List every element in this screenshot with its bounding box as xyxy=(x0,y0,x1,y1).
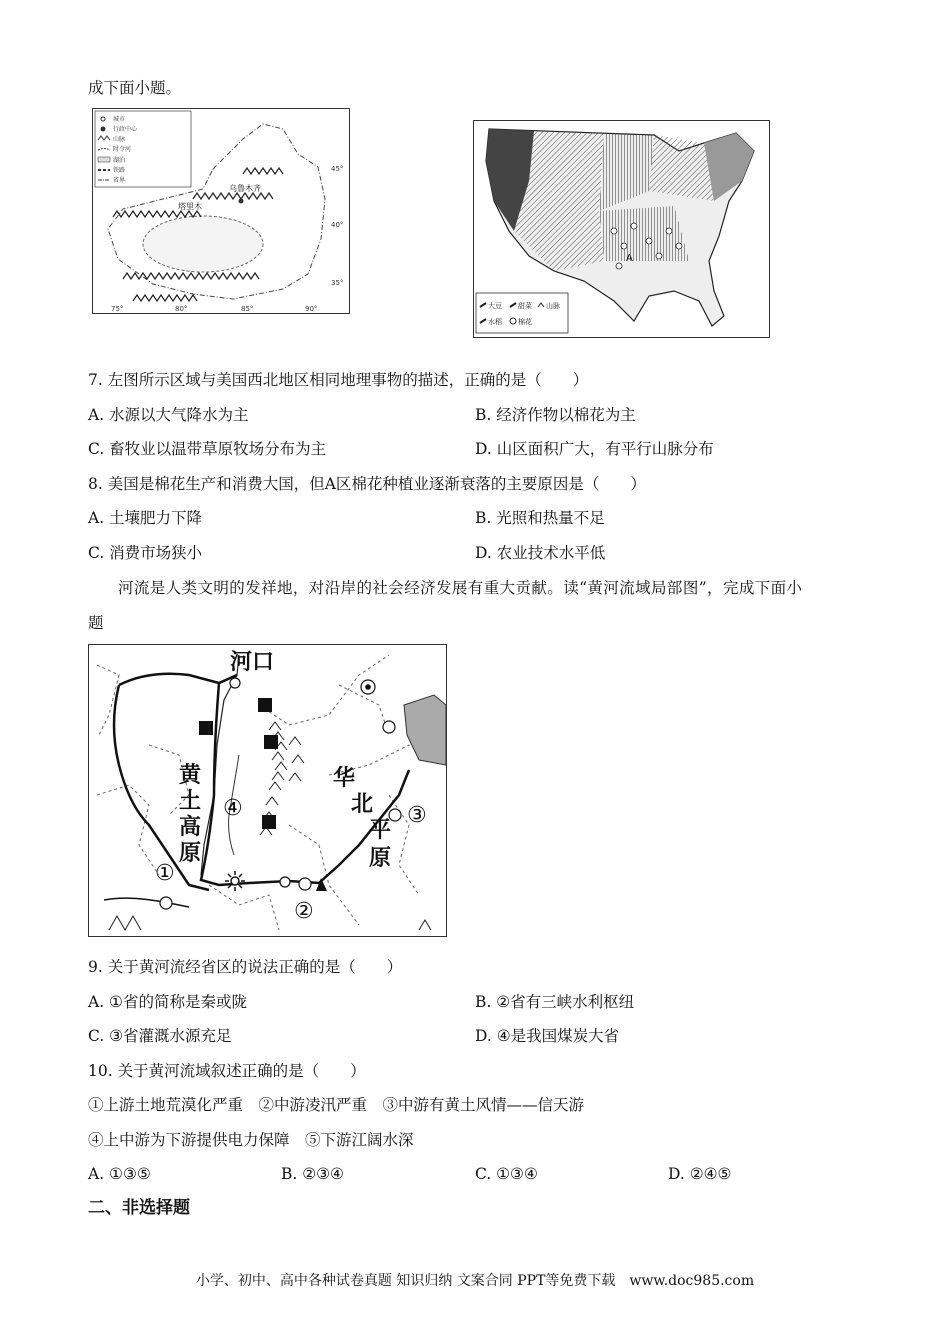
q9-option-c: C. ③省灌溉水源充足 xyxy=(88,1027,232,1045)
coal-marker-4 xyxy=(262,815,276,829)
q7-option-c: C. 畜牧业以温带草原牧场分布为主 xyxy=(88,440,327,458)
city-marker-river1 xyxy=(280,877,290,887)
q9-option-d: D. ④是我国煤炭大省 xyxy=(475,1027,620,1045)
legend-capital: 行政中心 xyxy=(113,126,138,133)
yellow-river-map-figure xyxy=(89,645,446,936)
passage-line1: 河流是人类文明的发祥地，对沿岸的社会经济发展有重大贡献。读“黄河流域局部图”，完成下面小 xyxy=(118,579,803,597)
label-n2: ② xyxy=(294,899,314,924)
plain-char-3: 平 xyxy=(369,818,392,843)
plain-char-2: 北 xyxy=(351,792,374,817)
city-marker-1 xyxy=(160,897,172,909)
coal-marker-2 xyxy=(258,698,272,712)
q8-stem: 8. 美国是棉花生产和消费大国，但A区棉花种植业逐渐衰落的主要原因是（ ） xyxy=(88,475,646,493)
xinjiang-map-figure xyxy=(93,109,349,313)
loess-char-2: 土 xyxy=(179,789,202,814)
lon-85: 85° xyxy=(241,305,254,313)
loess-char-3: 高 xyxy=(179,815,202,840)
legend-soybean: 大豆 xyxy=(488,302,502,310)
legend-seasonal-river: 时令河 xyxy=(113,146,132,153)
hekou-label: 河口 xyxy=(230,650,275,675)
dam-icon xyxy=(316,878,327,891)
q7-option-b: B. 经济作物以棉花为主 xyxy=(475,406,636,424)
urumqi-label: 乌鲁木齐 xyxy=(229,184,261,193)
legend-province-border: 省界 xyxy=(113,177,126,184)
legend-cotton: 棉花 xyxy=(518,318,532,326)
legend-rice: 水稻 xyxy=(488,318,502,326)
q8-option-c: C. 消费市场狭小 xyxy=(88,544,203,562)
q8-option-d: D. 农业技术水平低 xyxy=(475,544,606,562)
q10-option-b: B. ②③④ xyxy=(281,1165,344,1183)
coal-marker-1 xyxy=(199,721,213,735)
city-marker-east xyxy=(383,721,395,733)
lon-90: 90° xyxy=(305,305,318,313)
legend-mountain: 山脉 xyxy=(113,136,126,143)
page-footer: 小学、初中、高中各种试卷真题 知识归纳 文案合同 PPT等免费下载 www.doc985.com xyxy=(195,1273,755,1289)
q9-option-b: B. ②省有三峡水利枢纽 xyxy=(475,993,635,1011)
lat-35: 35° xyxy=(331,279,344,287)
legend-sugarbeet: 甜菜 xyxy=(518,302,532,310)
q10-statements-1: ①上游土地荒漠化严重 ②中游凌汛严重 ③中游有黄土风情——信天游 xyxy=(88,1096,585,1114)
urumqi-marker xyxy=(239,199,244,204)
legend-mountain2: 山脉 xyxy=(546,302,560,310)
q10-option-d: D. ②④⑤ xyxy=(668,1165,732,1183)
xinjiang-map xyxy=(92,108,350,314)
usa-agriculture-map xyxy=(473,120,770,338)
loess-char-1: 黄 xyxy=(179,763,202,788)
q10-option-a: A. ①③⑤ xyxy=(88,1165,151,1183)
coal-marker-3 xyxy=(264,735,278,749)
power-station-icon xyxy=(225,871,245,891)
label-n1: ① xyxy=(155,861,175,886)
passage-line2: 题 xyxy=(88,614,104,632)
q8-option-a: A. 土壤肥力下降 xyxy=(88,509,203,527)
legend-lake: 湖泊 xyxy=(113,157,126,164)
label-n4: ④ xyxy=(223,796,243,821)
lat-45: 45° xyxy=(331,165,344,173)
region-a-label: A xyxy=(626,253,633,264)
city-marker-2 xyxy=(299,878,311,890)
q7-option-a: A. 水源以大气降水为主 xyxy=(88,406,249,424)
lat-40: 40° xyxy=(331,221,344,229)
plain-char-4: 原 xyxy=(369,846,392,871)
lon-80: 80° xyxy=(175,305,188,313)
loess-char-4: 原 xyxy=(179,841,202,866)
q10-stem: 10. 关于黄河流域叙述正确的是（ ） xyxy=(88,1062,366,1080)
q7-option-d: D. 山区面积广大，有平行山脉分布 xyxy=(475,440,714,458)
q10-statements-2: ④上中游为下游提供电力保障 ⑤下游江阔水深 xyxy=(88,1131,414,1149)
q8-option-b: B. 光照和热量不足 xyxy=(475,509,605,527)
usa-agriculture-map-figure xyxy=(474,121,769,337)
section-heading: 二、非选择题 xyxy=(88,1198,190,1218)
legend-city: 城市 xyxy=(113,116,126,123)
hekou-city xyxy=(230,678,240,688)
legend-railway: 铁路 xyxy=(113,167,126,174)
yellow-river-map xyxy=(88,644,447,937)
q7-stem: 7. 左图所示区域与美国西北地区相同地理事物的描述，正确的是（ ） xyxy=(88,371,589,389)
lon-75: 75° xyxy=(111,305,124,313)
q9-stem: 9. 关于黄河流经省区的说法正确的是（ ） xyxy=(88,958,403,976)
q10-option-c: C. ①③④ xyxy=(475,1165,538,1183)
plain-char-1: 华 xyxy=(333,766,356,791)
q9-option-a: A. ①省的简称是秦或陇 xyxy=(88,993,247,1011)
tarim-label: 塔里木 xyxy=(178,202,202,211)
intro-tail: 成下面小题。 xyxy=(88,79,182,97)
label-n3: ③ xyxy=(407,803,427,828)
